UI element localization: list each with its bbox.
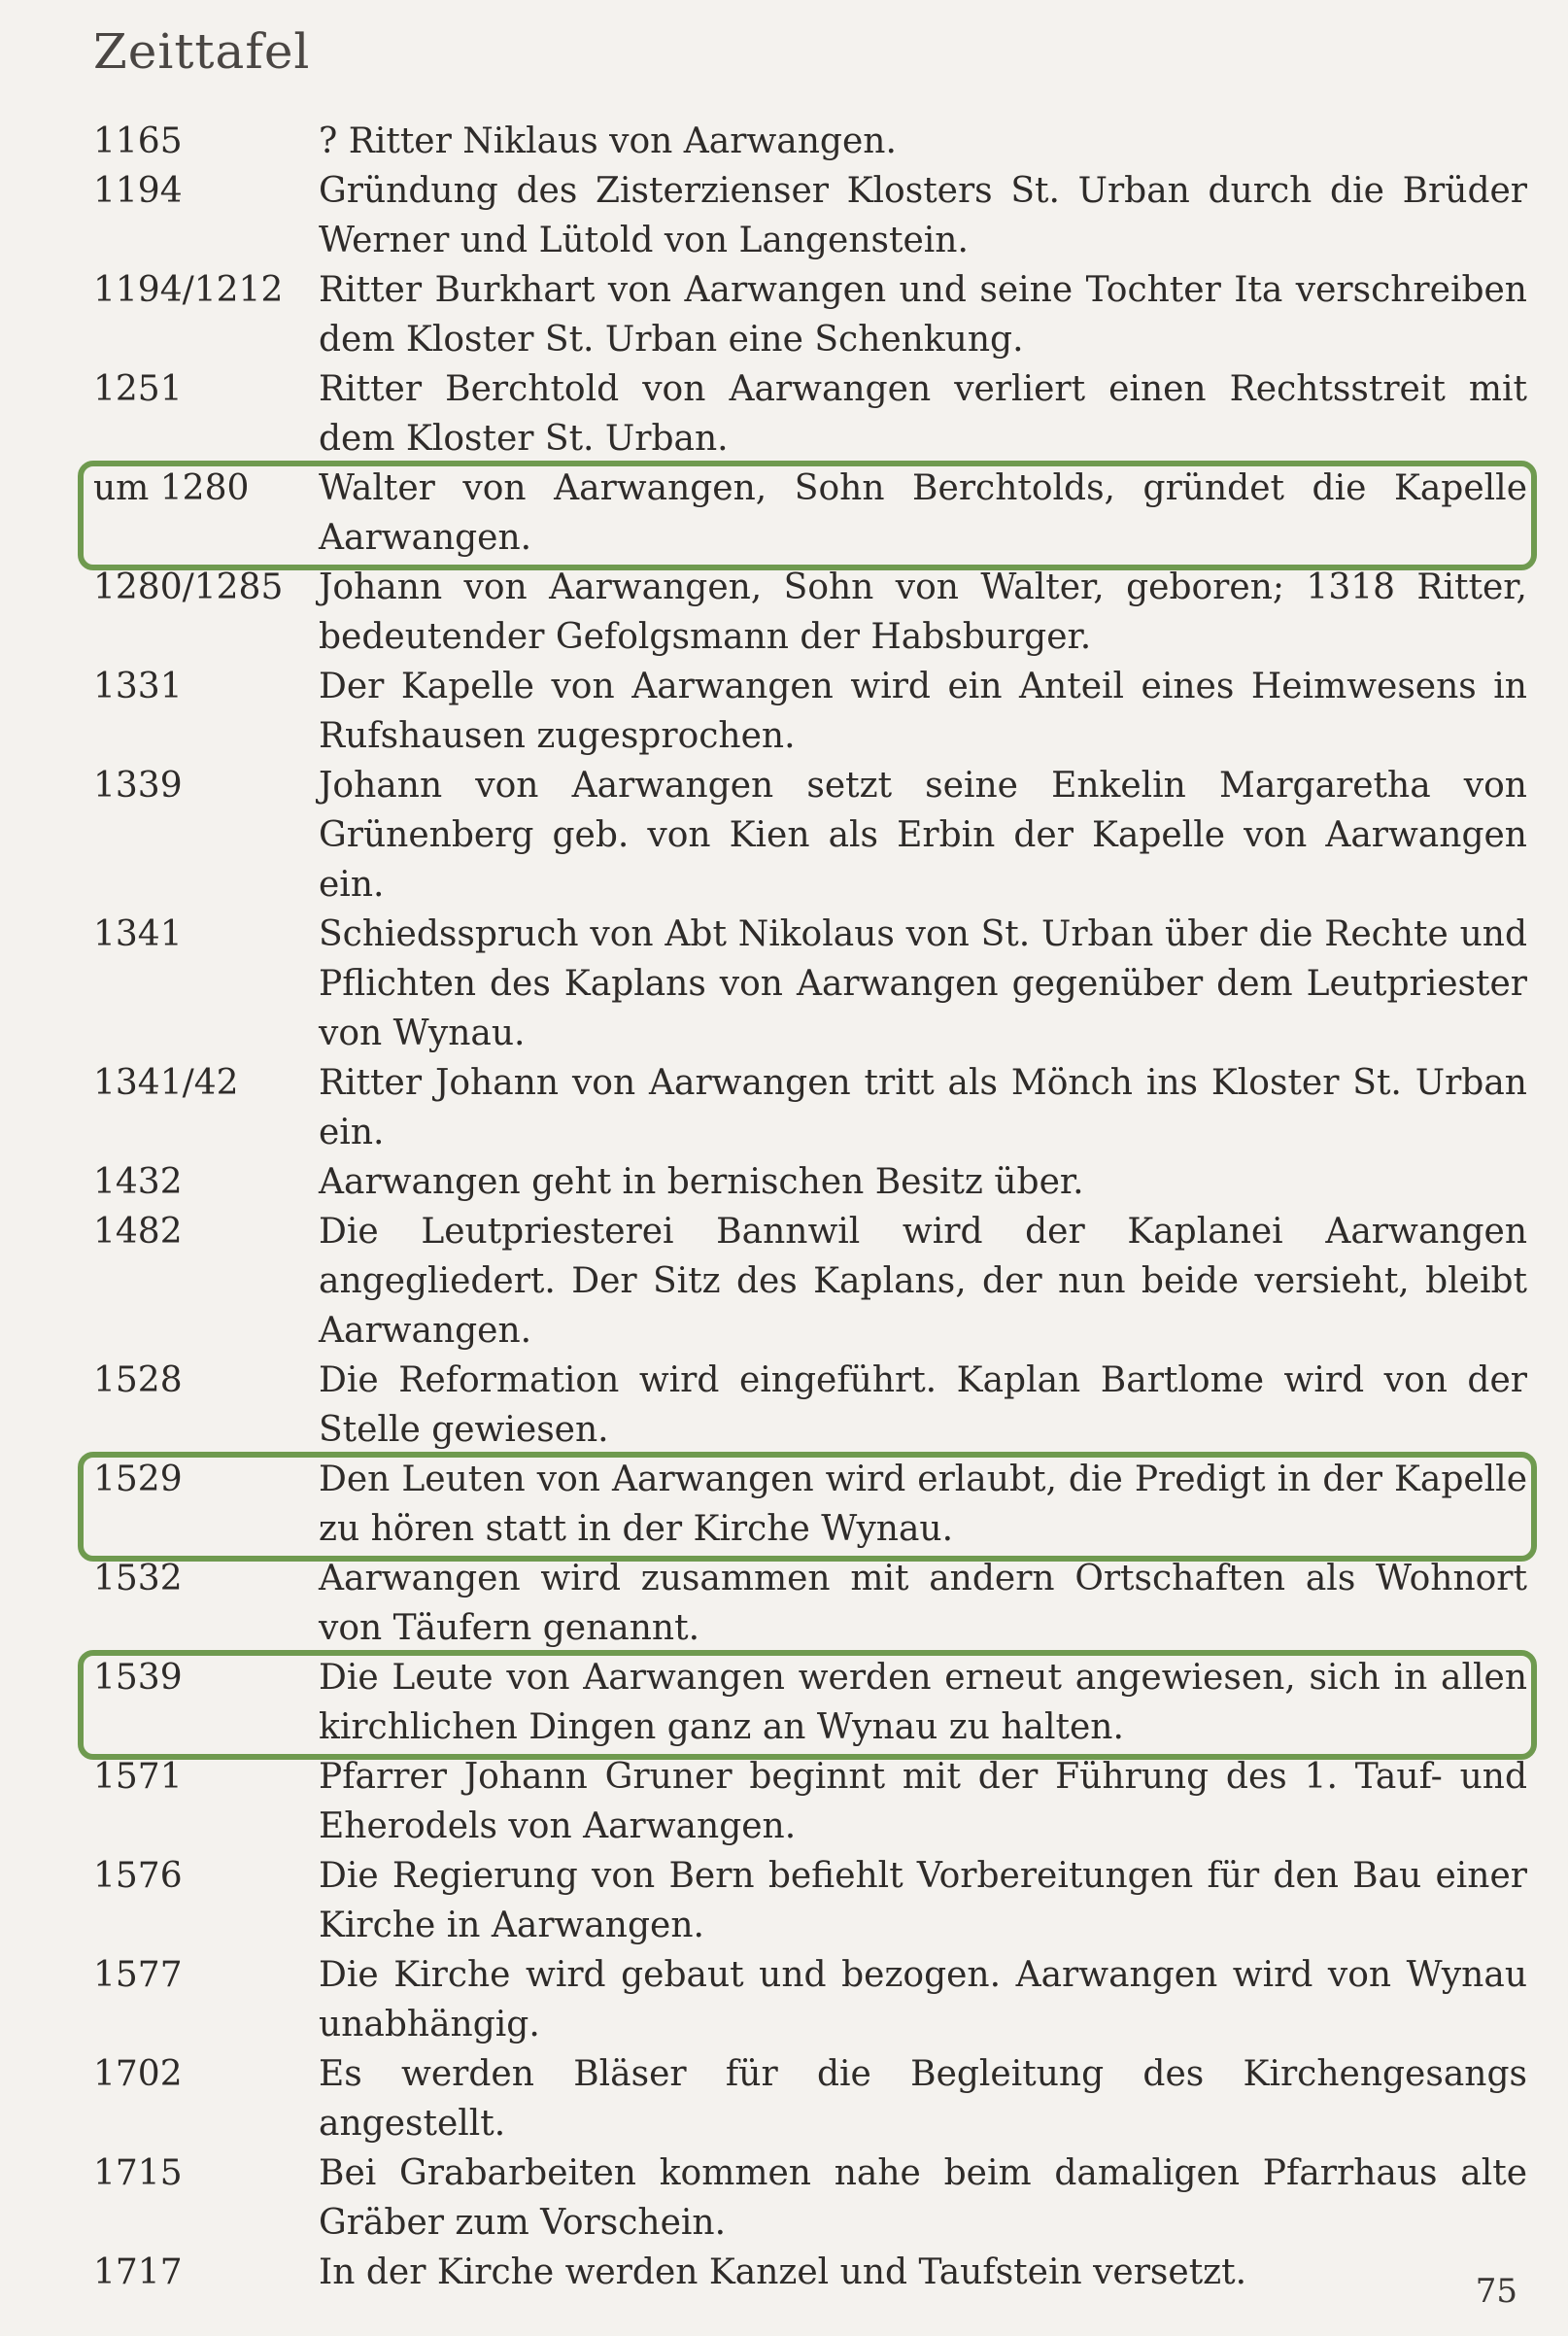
entry-text: Aarwangen wird zusammen mit andern Ortschaften als Wohnort von Täufern genannt.: [319, 1559, 1527, 1648]
entry-year: 1339: [93, 766, 183, 806]
timeline-entry: [93, 1752, 1531, 1851]
entry-year: 1717: [93, 2252, 183, 2292]
entry-year: 1482: [93, 1212, 183, 1252]
entry-text: Ritter Burkhart von Aarwangen und seine Tochter Ita verschreiben dem Kloster St. Urban eine Schenkung.: [319, 270, 1527, 360]
entry-year: 1280/1285: [93, 567, 284, 607]
entry-text: Ritter Johann von Aarwangen tritt als Mönch ins Kloster St. Urban ein.: [319, 1063, 1527, 1152]
timeline-table: [93, 117, 1531, 2297]
entry-text: Den Leuten von Aarwangen wird erlaubt, die Predigt in der Kapelle zu hören statt in der Kirche Wynau.: [319, 1460, 1527, 1549]
entry-text: Es werden Bläser für die Begleitung des Kirchengesangs angestellt.: [319, 2054, 1527, 2144]
entry-year: um 1280: [93, 468, 250, 508]
entry-text: Gründung des Zisterzienser Klosters St. Urban durch die Brüder Werner und Lütold von Langenstein.: [319, 171, 1527, 260]
timeline-entry: [93, 563, 1531, 662]
timeline-entry: [93, 265, 1531, 364]
timeline-entry-highlighted: [93, 464, 1531, 563]
timeline-entry: [93, 364, 1531, 464]
entry-text: Bei Grabarbeiten kommen nahe beim damaligen Pfarrhaus alte Gräber zum Vorschein.: [319, 2153, 1527, 2243]
entry-year: 1341: [93, 914, 183, 954]
timeline-entry: [93, 1554, 1531, 1653]
entry-text: Schiedsspruch von Abt Nikolaus von St. Urban über die Rechte und Pflichten des Kaplans von Aarwangen gegenüber dem Leutpriester von Wynau.: [319, 914, 1527, 1053]
timeline-entry: [93, 2049, 1531, 2148]
timeline-entry: [93, 2248, 1531, 2297]
entry-text: Die Regierung von Bern befiehlt Vorbereitungen für den Bau einer Kirche in Aarwangen.: [319, 1856, 1527, 1945]
entry-year: 1529: [93, 1460, 183, 1499]
timeline-entry: [93, 761, 1531, 910]
entry-year: 1251: [93, 369, 183, 409]
entry-text: Johann von Aarwangen setzt seine Enkelin Margaretha von Grünenberg geb. von Kien als Erbin der Kapelle von Aarwangen ein.: [319, 766, 1527, 905]
timeline-entry: [93, 1207, 1531, 1356]
entry-year: 1702: [93, 2054, 183, 2094]
page-title: Zeittafel: [93, 23, 311, 80]
timeline-entry: [93, 1157, 1531, 1207]
entry-text: Johann von Aarwangen, Sohn von Walter, geboren; 1318 Ritter, bedeutender Gefolgsmann der Habsburger.: [319, 567, 1527, 657]
entry-text: Walter von Aarwangen, Sohn Berchtolds, gründet die Kapelle Aarwangen.: [319, 468, 1527, 558]
entry-text: In der Kirche werden Kanzel und Taufstein versetzt.: [319, 2252, 1247, 2292]
entry-year: 1539: [93, 1658, 183, 1698]
entry-year: 1341/42: [93, 1063, 239, 1103]
timeline-entry-highlighted: [93, 1653, 1531, 1752]
entry-year: 1577: [93, 1955, 183, 1995]
entry-text: ? Ritter Niklaus von Aarwangen.: [319, 121, 897, 161]
timeline-entry: [93, 1950, 1531, 2049]
timeline-entry: [93, 117, 1531, 166]
entry-year: 1432: [93, 1162, 183, 1202]
entry-year: 1576: [93, 1856, 183, 1896]
page-number: 75: [1475, 2272, 1517, 2311]
timeline-entry: [93, 1851, 1531, 1950]
entry-text: Die Kirche wird gebaut und bezogen. Aarwangen wird von Wynau unabhängig.: [319, 1955, 1527, 2044]
timeline-entry: [93, 2148, 1531, 2248]
entry-text: Ritter Berchtold von Aarwangen verliert einen Rechtsstreit mit dem Kloster St. Urban.: [319, 369, 1527, 459]
entry-text: Die Leute von Aarwangen werden erneut angewiesen, sich in allen kirchlichen Dingen ganz an Wynau zu halten.: [319, 1658, 1527, 1747]
timeline-entry: [93, 662, 1531, 761]
timeline-entry-highlighted: [93, 1455, 1531, 1554]
entry-text: Die Leutpriesterei Bannwil wird der Kaplanei Aarwangen angegliedert. Der Sitz des Kaplans, der nun beide versieht, bleibt Aarwangen.: [319, 1212, 1527, 1351]
entry-year: 1331: [93, 667, 183, 706]
timeline-entry: [93, 910, 1531, 1058]
entry-text: Pfarrer Johann Gruner beginnt mit der Führung des 1. Tauf- und Eherodels von Aarwangen.: [319, 1757, 1527, 1846]
entry-text: Der Kapelle von Aarwangen wird ein Anteil eines Heimwesens in Rufshausen zugesprochen.: [319, 667, 1527, 756]
entry-year: 1194: [93, 171, 183, 211]
entry-year: 1194/1212: [93, 270, 284, 310]
timeline-entry: [93, 1356, 1531, 1455]
entry-year: 1715: [93, 2153, 183, 2193]
entry-year: 1571: [93, 1757, 183, 1797]
entry-text: Aarwangen geht in bernischen Besitz über.: [319, 1162, 1084, 1202]
entry-year: 1528: [93, 1360, 183, 1400]
timeline-entry: [93, 166, 1531, 265]
entry-text: Die Reformation wird eingeführt. Kaplan Bartlome wird von der Stelle gewiesen.: [319, 1360, 1527, 1450]
entry-year: 1532: [93, 1559, 183, 1598]
timeline-entry: [93, 1058, 1531, 1157]
entry-year: 1165: [93, 121, 183, 161]
